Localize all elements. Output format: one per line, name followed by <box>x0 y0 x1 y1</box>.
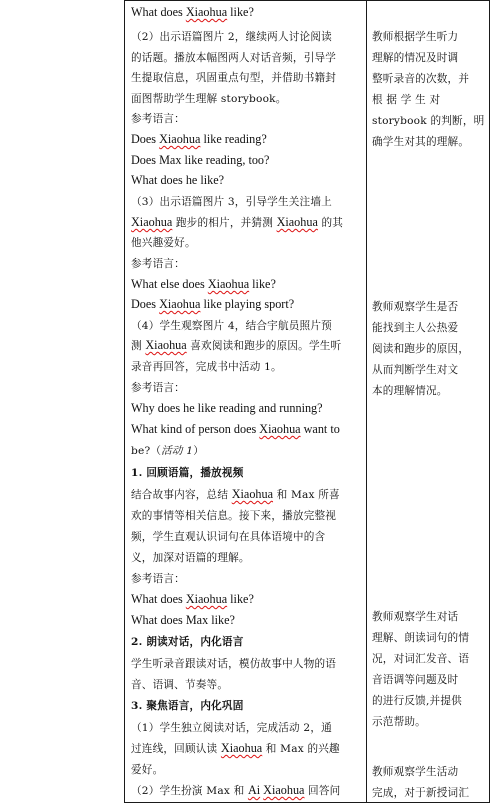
activity-line <box>131 296 294 312</box>
text-span: like? <box>227 592 254 606</box>
text-span: 参考语言： <box>131 382 185 394</box>
text-span: like? <box>249 277 276 291</box>
underlined-term: Xiaohua <box>145 338 187 352</box>
activity-line <box>131 697 244 714</box>
text-span: 和 Max 所喜 <box>273 489 340 501</box>
text-span: 义，加深对语篇的理解。 <box>131 552 250 564</box>
activity-line <box>131 782 340 799</box>
activity-line <box>131 507 336 524</box>
text-span: 生提取信息，巩固重点句型，并借助书籍封 <box>131 72 337 84</box>
text-span: 3. 聚焦语言，内化巩固 <box>131 700 244 712</box>
text-span: What does <box>131 5 186 19</box>
activity-line <box>131 172 224 188</box>
text-span: 教师观察学生是否 <box>372 301 459 313</box>
activity-line <box>131 317 332 334</box>
text-span: storybook 的判断，明 <box>372 115 485 127</box>
text-span: 过连线，回顾认读 <box>131 743 221 755</box>
text-span: 阅读和跑步的原因， <box>372 343 470 355</box>
text-span: （1）学生独立阅读对话，完成活动 2，通 <box>131 722 332 734</box>
text-span: Does Max like reading, too? <box>131 153 270 167</box>
assessment-line <box>372 340 469 357</box>
assessment-line <box>372 91 440 108</box>
text-span: 参考语言： <box>131 573 185 585</box>
text-span: 教师根据学生听力 <box>372 31 459 43</box>
underlined-term: Xiaohua <box>159 297 201 311</box>
underlined-term: Xiaohua <box>185 5 228 19</box>
table-border-right <box>489 0 490 803</box>
text-span: （3）出示语篇图片 3，引导学生关注墙上 <box>131 196 332 208</box>
text-span: 参考语言： <box>131 258 185 270</box>
text-span: 音语调等问题及时 <box>372 674 459 686</box>
table-border-top <box>124 0 490 1</box>
text-span: 示范帮助。 <box>372 716 426 728</box>
activity-line <box>131 655 336 672</box>
text-span: 结合故事内容，总结 <box>131 489 232 501</box>
assessment-line <box>372 650 469 667</box>
text-span: 爱好。 <box>131 764 164 776</box>
text-span: 能找到主人公热爱 <box>372 322 459 334</box>
activity-line <box>131 591 254 607</box>
text-span: like playing sport? <box>200 297 295 311</box>
assessment-line <box>372 112 484 129</box>
text-span: 频，学生直观认识词句在具体语境中的含 <box>131 531 326 543</box>
text-span: （2）学生扮演 Max 和 <box>131 785 248 797</box>
activity-line <box>131 719 332 736</box>
activity-line <box>131 442 204 459</box>
text-span: Does <box>131 297 160 311</box>
text-span: 回答问 <box>304 785 341 797</box>
text-span: like? <box>227 5 254 19</box>
assessment-line <box>372 298 458 315</box>
underlined-term: Xiaohua <box>131 215 173 229</box>
activity-line <box>131 49 336 66</box>
underlined-term: Xiaohua <box>220 741 263 755</box>
activity-line <box>131 528 325 545</box>
text-span: 根 据 学 生 对 <box>372 94 441 106</box>
text-span: What does he like? <box>131 173 225 187</box>
underlined-term: Xiaohua <box>185 592 228 606</box>
text-span: 音、语调、节奏等。 <box>131 679 229 691</box>
activity-line <box>131 90 287 107</box>
activity-line <box>131 549 250 566</box>
activity-line <box>131 152 269 168</box>
text-span: 况，对词汇发音、语 <box>372 653 470 665</box>
text-span: 和 Max 的兴趣 <box>262 743 340 755</box>
activity-line <box>131 612 235 628</box>
text-span: 活动 1 <box>161 445 194 457</box>
underlined-term: Xiaohua <box>263 783 305 797</box>
assessment-line <box>372 361 458 378</box>
text-span: 的进行反馈,并提供 <box>372 695 462 707</box>
activity-line <box>131 193 332 210</box>
activity-line <box>131 337 341 354</box>
text-span: 喜欢阅读和跑步的原因。学生听 <box>186 340 342 352</box>
assessment-line <box>372 133 469 150</box>
activity-line <box>131 633 244 650</box>
text-span: 2. 朗读对话，内化语言 <box>131 636 244 648</box>
activity-line <box>131 379 185 396</box>
text-span: want to <box>300 422 340 436</box>
assessment-line <box>372 70 469 87</box>
activity-line <box>131 421 340 437</box>
text-span: be?（ <box>131 445 162 457</box>
text-span: 面图帮助学生理解 storybook。 <box>131 93 287 105</box>
text-span: What does Max like? <box>131 613 235 627</box>
assessment-line <box>372 713 426 730</box>
text-span: 完成，对于新授词汇 <box>372 787 470 799</box>
text-span: 跑步的相片，并猜测 <box>172 217 277 229</box>
text-span: 的其 <box>317 217 344 229</box>
activity-line <box>131 570 185 587</box>
activity-line <box>131 69 336 86</box>
assessment-line <box>372 28 458 45</box>
activity-line <box>131 234 196 251</box>
assessment-line <box>372 49 458 66</box>
text-span: 确学生对其的理解。 <box>372 136 470 148</box>
assessment-line <box>372 608 458 625</box>
text-span: 理解、朗读词句的情 <box>372 632 470 644</box>
assessment-line <box>372 319 458 336</box>
text-span: ） <box>193 445 205 457</box>
activity-line <box>131 255 185 272</box>
text-span: Why does he like reading and running? <box>131 401 323 415</box>
underlined-term: Xiaohua <box>276 215 318 229</box>
text-span: What else does <box>131 277 208 291</box>
text-span: Does <box>131 132 160 146</box>
assessment-line <box>372 763 458 780</box>
activity-line <box>131 28 332 45</box>
text-span: 本的理解情况。 <box>372 385 448 397</box>
activity-line <box>131 276 276 292</box>
text-span: 整听录音的次数，并 <box>372 73 470 85</box>
activity-line <box>131 110 185 127</box>
assessment-line <box>372 784 469 801</box>
underlined-term: Xiaohua <box>207 277 250 291</box>
table-border-left <box>124 0 125 803</box>
underlined-term: Xiaohua <box>259 422 301 436</box>
activity-line <box>131 214 343 231</box>
activity-line <box>131 358 282 375</box>
activity-line <box>131 464 244 481</box>
activity-line <box>131 676 228 693</box>
activity-line <box>131 131 267 147</box>
text-span: 1. 回顾语篇，播放视频 <box>131 467 244 479</box>
assessment-line <box>372 692 462 709</box>
underlined-term: Xiaohua <box>231 487 274 501</box>
assessment-line <box>372 671 458 688</box>
text-span: 从而判断学生对文 <box>372 364 459 376</box>
text-span: 录音再回答，完成书中活动 1。 <box>131 361 282 373</box>
activity-line <box>131 761 163 778</box>
activity-line <box>131 4 254 20</box>
text-span: 参考语言： <box>131 113 185 125</box>
column-divider <box>366 0 367 803</box>
text-span: 教师观察学生对话 <box>372 611 459 623</box>
text-span: 理解的情况及时调 <box>372 52 459 64</box>
text-span: 教师观察学生活动 <box>372 766 459 778</box>
activity-line <box>131 400 323 416</box>
text-span: What does <box>131 592 186 606</box>
assessment-line <box>372 382 448 399</box>
underlined-term: Ai <box>247 783 261 797</box>
text-span: 他兴趣爱好。 <box>131 237 196 249</box>
assessment-line <box>372 629 469 646</box>
text-span: （4）学生观察图片 4，结合宇航员照片预 <box>131 320 332 332</box>
activity-line <box>131 486 340 503</box>
text-span: like reading? <box>200 132 267 146</box>
underlined-term: Xiaohua <box>159 132 201 146</box>
text-span: 欢的事情等相关信息。接下来，播放完整视 <box>131 510 337 522</box>
activity-line <box>131 740 340 757</box>
text-span: 的话题。播放本幅图两人对话音频，引导学 <box>131 52 337 64</box>
text-span: What kind of person does <box>131 422 260 436</box>
text-span: （2）出示语篇图片 2，继续两人讨论阅读 <box>131 31 332 43</box>
text-span: 学生听录音跟读对话，模仿故事中人物的语 <box>131 658 337 670</box>
text-span: 测 <box>131 340 146 352</box>
